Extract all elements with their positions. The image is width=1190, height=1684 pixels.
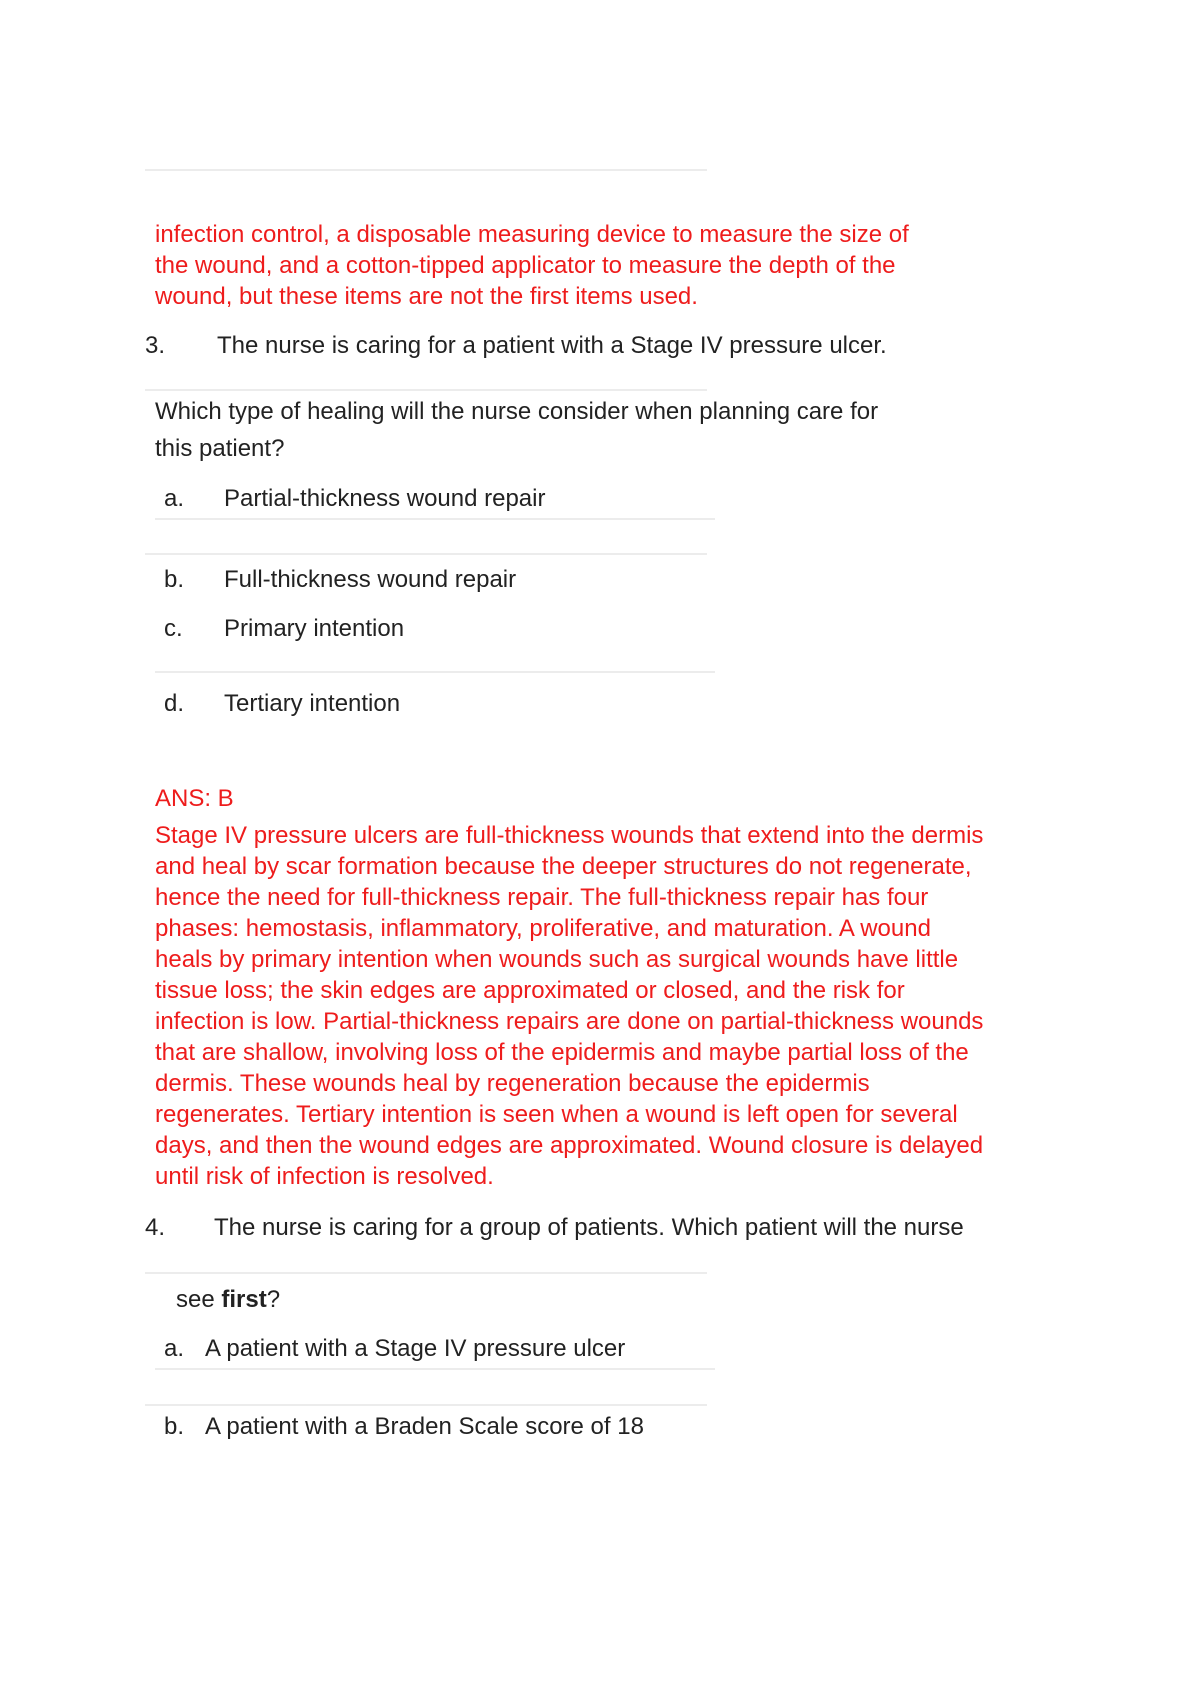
option-text: Primary intention [224, 615, 405, 642]
divider [145, 1404, 707, 1406]
divider [145, 389, 707, 391]
divider [155, 671, 715, 673]
option-letter: d. [164, 690, 185, 717]
rationale-line: and heal by scar formation because the deeper structures do not regenerate, [155, 853, 972, 880]
rationale-line: infection is low. Partial-thickness repairs are done on partial-thickness wounds [155, 1008, 984, 1035]
rationale-line: that are shallow, involving loss of the epidermis and maybe partial loss of the [155, 1039, 969, 1066]
rationale-line: hence the need for full-thickness repair. The full-thickness repair has four [155, 884, 929, 911]
divider [145, 1272, 707, 1274]
question-stem: The nurse is caring for a patient with a Stage IV pressure ulcer. [217, 332, 887, 359]
rationale-line: infection control, a disposable measuring device to measure the size of [155, 221, 909, 248]
option-letter: a. [164, 485, 185, 512]
option-letter: c. [164, 615, 183, 642]
option-text: A patient with a Braden Scale score of 18 [205, 1413, 644, 1440]
option-letter: b. [164, 1413, 185, 1440]
option-text: Tertiary intention [224, 690, 401, 717]
question-number: 3. [145, 332, 166, 359]
divider [155, 518, 715, 520]
rationale-line: Stage IV pressure ulcers are full-thickness wounds that extend into the dermis [155, 822, 984, 849]
question-stem-continuation [176, 1284, 280, 1315]
divider [155, 1368, 715, 1370]
rationale-line: wound, but these items are not the first items used. [155, 283, 698, 310]
rationale-line: the wound, and a cotton-tipped applicator to measure the depth of the [155, 252, 896, 279]
rationale-line: phases: hemostasis, inflammatory, proliferative, and maturation. A wound [155, 915, 931, 942]
continuation-suffix: ? [266, 1286, 281, 1313]
question-stem: The nurse is caring for a group of patients. Which patient will the nurse [214, 1214, 964, 1241]
answer-key: ANS: B [155, 785, 234, 812]
rationale-line: dermis. These wounds heal by regeneration because the epidermis [155, 1070, 870, 1097]
option-text: Partial-thickness wound repair [224, 485, 546, 512]
rationale-line: tissue loss; the skin edges are approximated or closed, and the risk for [155, 977, 905, 1004]
question-prompt-line: this patient? [155, 435, 285, 462]
option-text: Full-thickness wound repair [224, 566, 517, 593]
rationale-line: heals by primary intention when wounds such as surgical wounds have little [155, 946, 959, 973]
emphasis-first: first [221, 1286, 267, 1313]
answer-rationale [155, 820, 983, 1192]
continuation-prefix: see [176, 1286, 222, 1313]
divider-top [145, 169, 707, 171]
option-letter: a. [164, 1335, 185, 1362]
rationale-line: until risk of infection is resolved. [155, 1163, 494, 1190]
option-letter: b. [164, 566, 185, 593]
rationale-line: days, and then the wound edges are approximated. Wound closure is delayed [155, 1132, 984, 1159]
option-text: A patient with a Stage IV pressure ulcer [205, 1335, 626, 1362]
rationale-line: regenerates. Tertiary intention is seen when a wound is left open for several [155, 1101, 958, 1128]
carryover-rationale [155, 219, 909, 312]
divider [145, 553, 707, 555]
question-number: 4. [145, 1214, 166, 1241]
question-prompt-line: Which type of healing will the nurse consider when planning care for [155, 398, 879, 425]
